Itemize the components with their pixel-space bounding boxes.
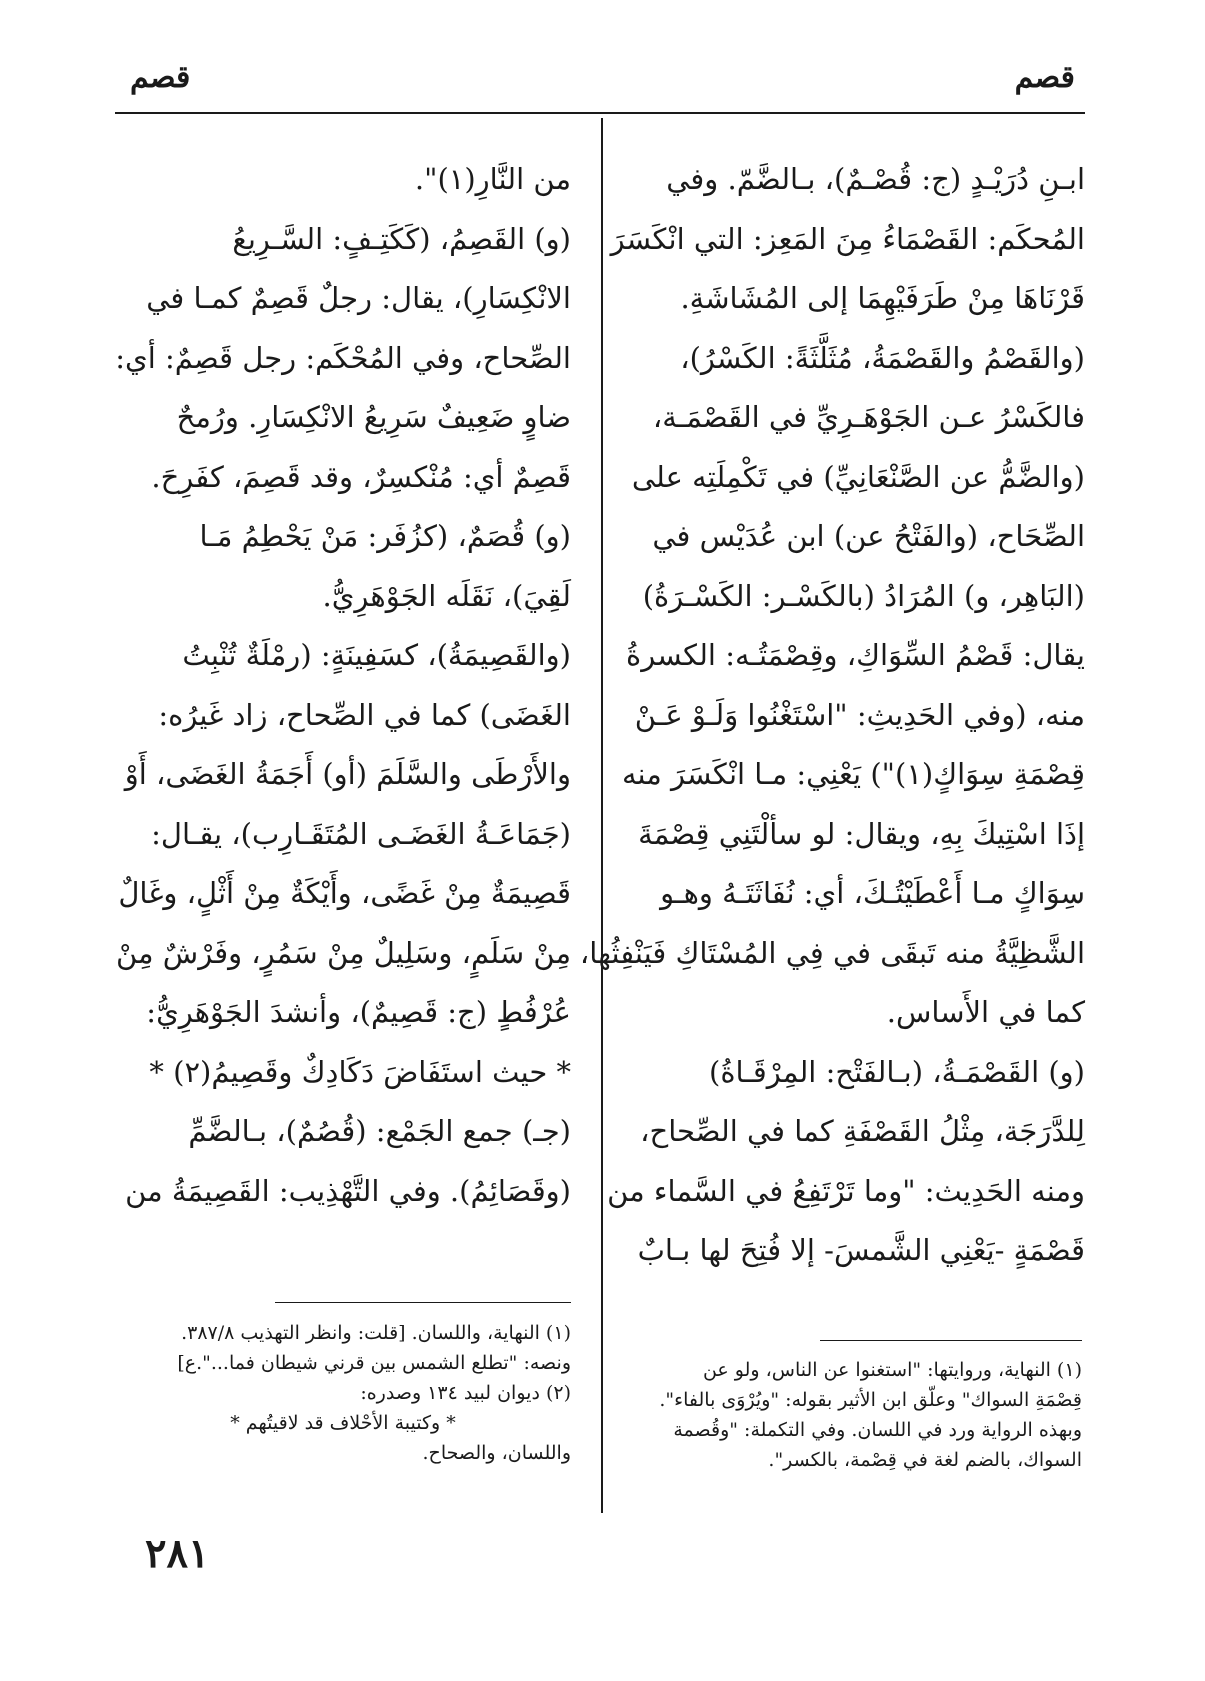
text-line: ابـنِ دُرَيْـدٍ (ج: قُصْـمٌ)، بـالضَّمّ. وفي — [666, 162, 1085, 196]
verse-line: * حيث استَفَاضَ دَكَادِكٌ وقَصِيمُ(٢) * — [149, 1054, 571, 1089]
footnote-line: (١) النهاية، وروايتها: "استغنوا عن الناس، ولو عن — [702, 1359, 1082, 1381]
text-line: كما في الأَساس. — [886, 995, 1085, 1029]
footnotes-left — [115, 1318, 571, 1468]
text-line: (و) قُصَمٌ، (كزُفَر: مَنْ يَحْطِمُ مَـا — [199, 519, 571, 553]
text-line: الصِّحاح، وفي المُحْكَم: رجل قَصِمٌ: أي: — [115, 340, 571, 375]
text-line: الغَضَى) كما في الصِّحاح، زاد غَيرُه: — [158, 697, 571, 732]
running-header-left: قصم — [130, 60, 191, 95]
text-line: (و) القَصِمُ، (كَكَتِـفٍ: السَّـرِيعُ — [232, 221, 571, 256]
text-line: قَصِمٌ أي: مُنْكسِرٌ، وقد قَصِمَ، كفَرِحَ. — [151, 459, 571, 494]
text-line: عُرْفُطٍ (ج: قَصِيمٌ)، وأنشدَ الجَوْهَرِيُّ: — [146, 995, 571, 1029]
footnote-rule-right — [820, 1340, 1082, 1341]
header-rule — [115, 112, 1085, 114]
text-line: (والقَصِيمَةُ)، كسَفِينَةٍ: (رمْلَةٌ تُنْبِتُ — [182, 638, 571, 672]
footnote-line: قِصْمَةِ السواك" وعلّق ابن الأثير بقوله: "ويُرْوَى بالفاء". — [659, 1389, 1082, 1411]
text-line: المُحكَم: القَصْمَاءُ مِنَ المَعِز: التي انْكَسَرَ — [610, 221, 1085, 256]
running-header-right: قصم — [1014, 60, 1075, 95]
text-line: (وقَصَائِمُ). وفي التَّهْذِيب: القَصِيمَةُ من — [125, 1173, 571, 1208]
text-line: قَصْمَةٍ -يَعْنِي الشَّمسَ- إلا فُتِحَ لها بـابٌ — [637, 1233, 1085, 1267]
footnote-line: (١) النهاية، واللسان. [قلت: وانظر التهذيب ٣٨٧/٨. — [181, 1322, 571, 1344]
text-line: قَرْنَاهَا مِنْ طَرَفَيْهِمَا إلى المُشَاشَةِ. — [680, 281, 1085, 315]
text-line: من النَّارِ(١)". — [414, 162, 571, 196]
page-number: ٢٨١ — [145, 1530, 210, 1577]
footnote-line: السواك، بالضم لغة في قِصْمة، بالكسر". — [768, 1449, 1082, 1471]
text-line: إذَا اسْتِيكَ بِهِ، ويقال: لو سألْتَنِي قِصْمَةَ — [638, 816, 1085, 851]
footnote-line: وبهذه الرواية ورد في اللسان. وفي التكملة: "وقُصمة — [673, 1419, 1082, 1441]
text-line: مِنْ سَلَمٍ، وسَلِيلٌ مِنْ سَمُرٍ، وفَرْشٌ مِنْ — [115, 935, 571, 970]
footnote-line: واللسان، والصحاح. — [422, 1442, 571, 1464]
text-line: لِلدَّرَجَة، مِثْلُ القَصْفَةِ كما في الصِّحاح، — [640, 1114, 1085, 1148]
text-line: الانْكِسَارِ)، يقال: رجلٌ قَصِمٌ كمـا في — [146, 281, 571, 315]
text-line: قِصْمَةِ سِوَاكٍ(١)") يَعْنِي: مـا انْكَسَرَ منه — [622, 757, 1085, 791]
text-line: فالكَسْرُ عـن الجَوْهَـرِيِّ في القَصْمَـة، — [652, 400, 1085, 434]
left-column — [115, 150, 571, 1221]
text-line: والأَرْطَى والسَّلَمَ (أو) أَجَمَةُ الغَضَى، أَوْ — [124, 757, 571, 791]
text-line: ومنه الحَدِيث: "وما تَرْتَفِعُ في السَّماء من — [607, 1173, 1085, 1208]
footnote-line: (٢) ديوان لبيد ١٣٤ وصدره: — [360, 1382, 571, 1404]
text-line: سِوَاكٍ مـا أَعْطَيْتُـكَ، أي: نُفَاثَتَـهُ وهـو — [660, 876, 1085, 910]
text-line: ضاوٍ ضَعِيفٌ سَرِيعُ الانْكِسَارِ. ورُمحٌ — [176, 400, 571, 434]
text-line: (جـ) جمع الجَمْع: (قُصُمٌ)، بـالضَّمِّ — [188, 1114, 571, 1148]
footnote-line: ونصه: "تطلع الشمس بين قرني شيطان فما...".ع] — [177, 1352, 571, 1374]
text-line: (والقَصْمُ والقَصْمَةُ، مُثَلَّثَةً: الكَسْرُ)، — [680, 340, 1085, 375]
text-line: يقال: قَصْمُ السِّوَاكِ، وقِصْمَتُـه: الكسرةُ — [626, 638, 1085, 672]
right-column — [579, 150, 1085, 1281]
text-line: (البَاهِر، و) المُرَادُ (بالكَسْـر: الكَسْـرَةُ) — [642, 578, 1085, 613]
footnotes-right — [632, 1355, 1082, 1475]
text-line: (والضَّمُّ عن الصَّنْعَانِيِّ) في تَكْمِلَتِه على — [631, 459, 1085, 494]
text-line: منه، (وفي الحَدِيثِ: "اسْتَغْنُوا وَلَـوْ عَـنْ — [634, 697, 1085, 732]
text-line: (جَمَاعَـةُ الغَضَـى المُتَقَـارِب)، يقـال: — [151, 816, 571, 851]
text-line: الشَّظِيَّةُ منه تَبقَى في فِي المُسْتَاكِ فَيَنْفِثُها، — [579, 935, 1085, 970]
column-divider — [601, 118, 603, 1513]
text-line: (و) القَصْمَـةُ، (بـالفَتْح: المِرْقَـاةُ) — [709, 1054, 1085, 1089]
footnote-rule-left — [275, 1302, 571, 1303]
text-line: قَصِيمَةٌ مِنْ غَضًى، وأَيْكَةٌ مِنْ أَثْلٍ، وغَالٌ — [118, 876, 571, 910]
text-line: الصِّحَاح، (والفَتْحُ عن) ابن عُدَيْس في — [652, 519, 1085, 553]
footnote-verse: * وكتيبة الأحْلاف قد لاقيتُهم * — [230, 1412, 456, 1434]
text-line: لَقِيَ)، نَقَلَه الجَوْهَرِيُّ. — [322, 578, 571, 613]
